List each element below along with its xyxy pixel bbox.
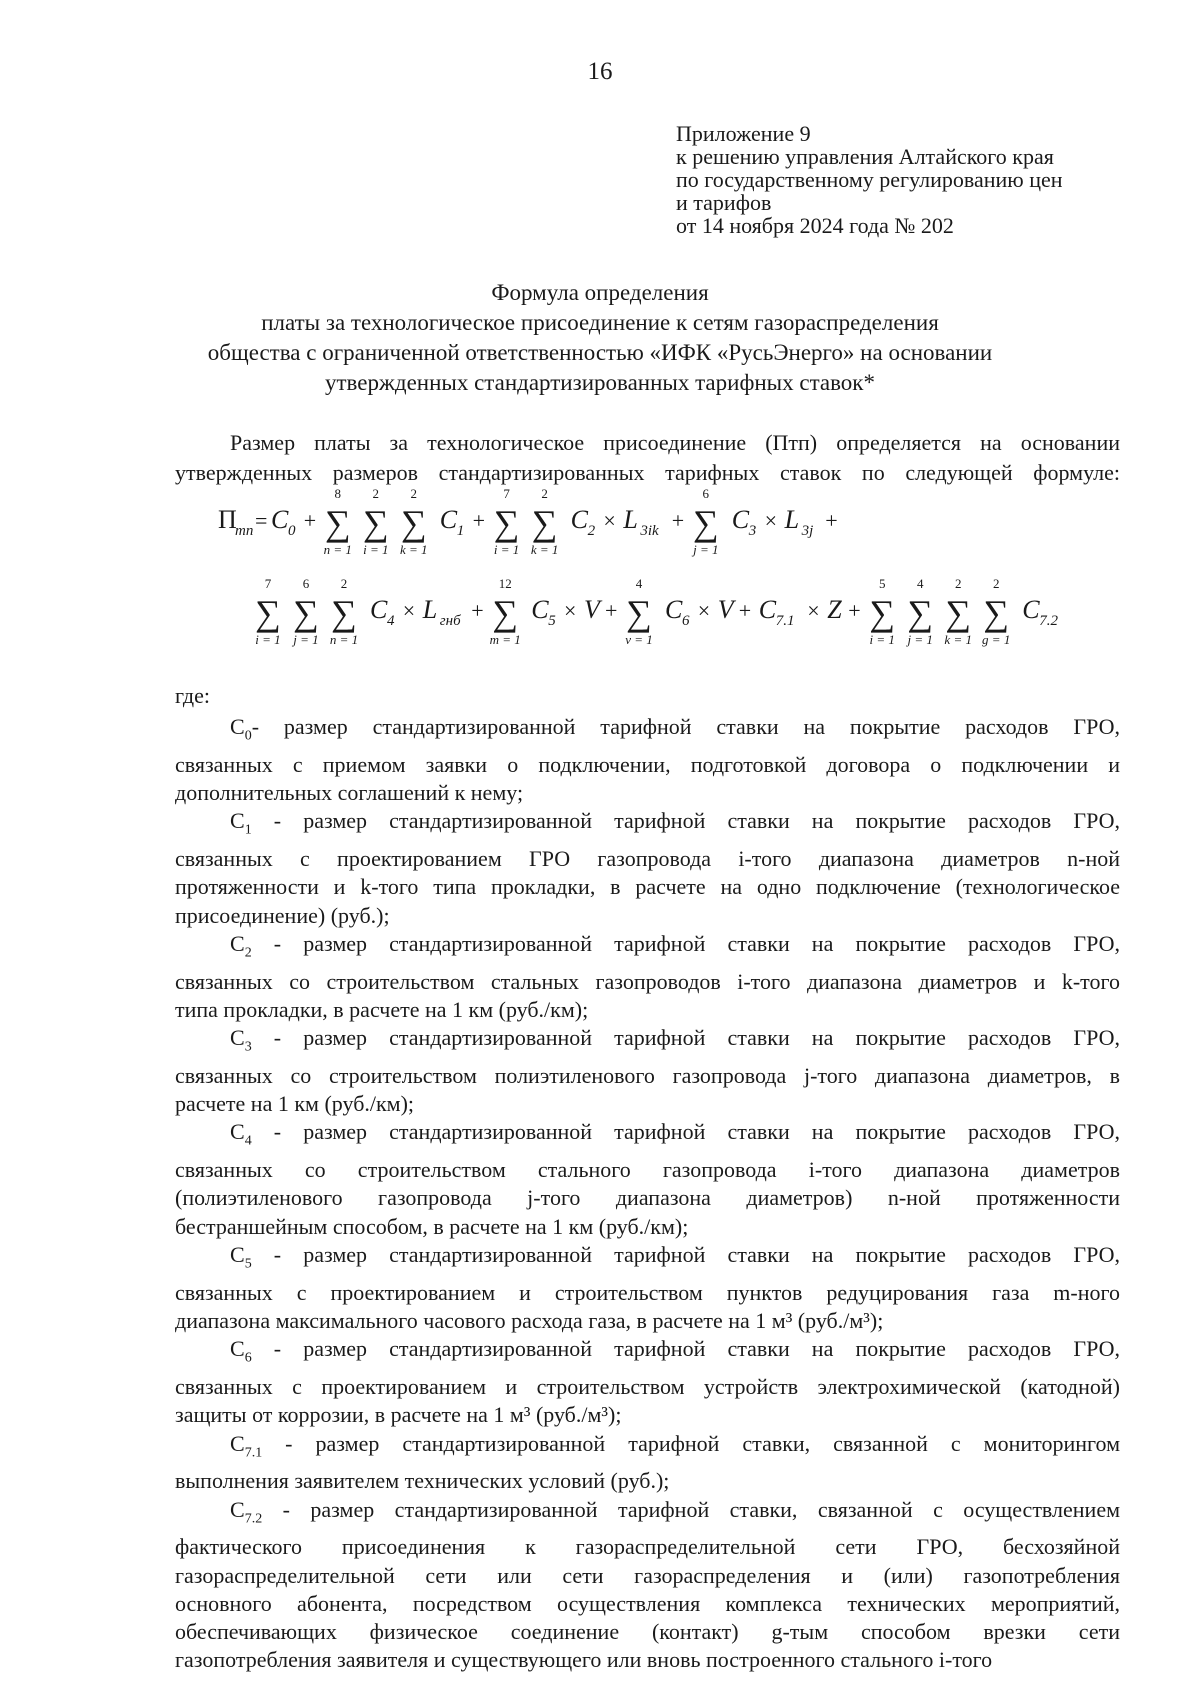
term-lgnb: L <box>422 595 438 624</box>
formula-lhs-sub: тп <box>235 523 254 539</box>
sum-group-7-sigma: ∑ <box>907 593 934 633</box>
sum-group-2-sigma: ∑ <box>493 503 520 543</box>
definition-line <box>175 1335 1120 1373</box>
appendix-line: Приложение 9 <box>676 121 811 146</box>
definition-text: (полиэтиленового газопровода j-того диапазона диаметров) n-ной протяженности <box>175 1185 1120 1211</box>
term-c3-sub: 3 <box>748 523 757 539</box>
term-c4-sub: 4 <box>387 613 395 629</box>
definition-text: связанных с проектированием и строительством устройств электрохимической (катодной) <box>175 1373 1120 1399</box>
definition-text: защиты от коррозии, в расчете на 1 м³ (руб./м³); <box>175 1402 622 1428</box>
definition-text: связанных с проектированием и строительством пунктов редуцирования газа m-ного <box>175 1279 1120 1305</box>
term-c72: C <box>1022 595 1040 624</box>
title-line: утвержденных стандартизированных тарифных ставок* <box>324 370 875 395</box>
definition-text: связанных со строительством стального газопровода i-того диапазона диаметров <box>175 1157 1120 1183</box>
definition-line <box>175 1618 1120 1646</box>
definition-item <box>175 1118 1120 1241</box>
term-c6-sub: 6 <box>682 613 690 629</box>
sum-group-7-lower: j = 1 <box>907 632 933 647</box>
term-c2: C <box>570 505 588 534</box>
sum-group-7-upper: 5 <box>878 576 886 591</box>
times-sign: × <box>764 508 778 533</box>
definition-symbol: $C_4$ - <box>230 1119 304 1149</box>
term-c5-sub: 5 <box>548 613 556 629</box>
sum-group-3-sigma: ∑ <box>692 503 719 543</box>
definition-text: размер стандартизированной тарифной ставки, связанной с мониторингом <box>315 1430 1120 1456</box>
definition-item <box>175 1024 1120 1118</box>
sum-group-6-lower: v = 1 <box>625 632 653 647</box>
plus-sign: + <box>303 508 317 533</box>
sum-group-1-upper: 8 <box>334 486 342 501</box>
sum-group-7-sigma: ∑ <box>869 593 896 633</box>
definition-text: размер стандартизированной тарифной ставки на покрытие расходов ГРО, <box>303 1025 1120 1051</box>
sum-group-7-sigma: ∑ <box>945 593 972 633</box>
equals-sign: = <box>255 508 268 533</box>
sum-group-7-sigma: ∑ <box>983 593 1010 633</box>
sum-group-2-sigma: ∑ <box>531 503 558 543</box>
plus-sign: + <box>605 598 618 623</box>
sum-group-5-lower: m = 1 <box>489 632 521 647</box>
term-v: V <box>717 595 734 624</box>
plus-sign: + <box>848 598 861 623</box>
intro-line-2: утвержденных размеров стандартизированных тарифных ставок по следующей формуле: <box>175 460 1120 485</box>
sum-group-6-sigma: ∑ <box>626 593 652 633</box>
times-sign: × <box>402 598 416 623</box>
definition-item <box>175 1241 1120 1335</box>
definition-text: диапазона максимального часового расхода газа, в расчете на 1 м³ (руб./м³); <box>175 1307 884 1333</box>
definition-line <box>175 779 1120 807</box>
definition-text: размер стандартизированной тарифной ставки на покрытие расходов ГРО, <box>303 930 1120 956</box>
definition-symbol: $C_{7.1}$ - <box>230 1430 316 1460</box>
definition-symbol: $C_{7.2}$ - <box>230 1496 311 1526</box>
definition-line <box>175 1024 1120 1062</box>
appendix-line: по государственному регулированию цен <box>676 167 1063 192</box>
sum-group-1-upper: 2 <box>372 486 380 501</box>
sum-group-5-sigma: ∑ <box>492 593 519 633</box>
term-c5: C <box>531 595 549 624</box>
definition-symbol: $C_0-$ <box>230 714 284 744</box>
definition-line <box>175 1279 1120 1307</box>
title-line: Формула определения <box>491 280 709 305</box>
sum-group-1-sigma: ∑ <box>362 503 389 543</box>
term-c3: C <box>731 505 750 534</box>
definition-line <box>175 1241 1120 1279</box>
definition-item <box>175 1335 1120 1429</box>
sum-group-1-lower: n = 1 <box>323 542 352 557</box>
definition-line <box>175 1533 1120 1561</box>
sum-group-4-sigma: ∑ <box>331 593 357 633</box>
definition-line <box>175 1590 1120 1618</box>
definition-text: обеспечивающих физическое соединение (контакт) g-тым способом врезки сети <box>175 1619 1120 1645</box>
definition-item <box>175 930 1120 1024</box>
page-number: 16 <box>587 58 613 85</box>
title-line: платы за технологическое присоединение к сетям газораспределения <box>261 310 939 335</box>
definition-line <box>175 1373 1120 1401</box>
definition-text: размер стандартизированной тарифной ставки на покрытие расходов ГРО, <box>303 1242 1120 1267</box>
definition-text: размер стандартизированной тарифной ставки на покрытие расходов ГРО, <box>303 808 1120 834</box>
term-l3j-sub: 3j <box>801 523 814 539</box>
definition-text: газопотребления заявителя и существующего или вновь построенного стального i-того <box>175 1647 993 1673</box>
plus-sign: + <box>671 508 685 533</box>
tariff-formula <box>218 486 1110 668</box>
times-sign: × <box>603 508 616 533</box>
sum-group-2-upper: 7 <box>503 486 510 501</box>
definition-line <box>175 996 1120 1024</box>
definition-item <box>175 713 1120 807</box>
definition-text: связанных со строительством полиэтиленового газопровода j-того диапазона диаметров, в <box>175 1062 1120 1088</box>
definition-line <box>175 1646 1120 1674</box>
term-c1: C <box>439 505 458 534</box>
sum-group-4-lower: n = 1 <box>329 632 359 647</box>
definition-item <box>175 1430 1120 1496</box>
definition-text: расчете на 1 км (руб./км); <box>175 1091 415 1117</box>
sum-group-1-sigma: ∑ <box>400 503 427 543</box>
sum-group-4-upper: 6 <box>302 576 310 591</box>
definition-line <box>175 1184 1120 1212</box>
sum-group-1-lower: i = 1 <box>363 542 389 557</box>
definition-text: размер стандартизированной тарифной ставки, связанной с осуществлением <box>310 1496 1121 1522</box>
definition-line <box>175 1062 1120 1090</box>
definition-line <box>175 807 1120 845</box>
definition-symbol: $C_6$ - <box>230 1336 304 1366</box>
term-lgnb-sub: гнб <box>439 613 461 629</box>
definition-line <box>175 1562 1120 1590</box>
definition-line <box>175 1090 1120 1118</box>
definition-line <box>175 902 1120 930</box>
term-z: Z <box>827 595 842 624</box>
document-title <box>150 278 1050 398</box>
definition-line <box>175 845 1120 873</box>
definition-symbol: $C_5$ - <box>230 1242 304 1272</box>
plus-sign: + <box>738 598 752 623</box>
definition-line <box>175 1467 1120 1495</box>
sum-group-4-lower: j = 1 <box>293 632 319 647</box>
definition-text: присоединение) (руб.); <box>175 902 390 928</box>
definitions-list <box>175 713 1120 1675</box>
sum-group-2-lower: k = 1 <box>530 542 559 557</box>
definition-item <box>175 1496 1120 1675</box>
term-v: V <box>584 595 600 624</box>
times-sign: × <box>564 598 577 623</box>
definition-line <box>175 751 1120 779</box>
definition-line <box>175 968 1120 996</box>
definition-text: бестраншейным способом, в расчете на 1 км (руб./км); <box>175 1213 689 1239</box>
where-label: где: <box>175 683 210 708</box>
definition-text: размер стандартизированной тарифной ставки на покрытие расходов ГРО, <box>303 1119 1120 1145</box>
sum-group-2-lower: i = 1 <box>493 542 520 557</box>
plus-sign: + <box>471 598 484 623</box>
definition-text: дополнительных соглашений к нему; <box>175 779 524 805</box>
definition-line <box>175 1307 1120 1335</box>
definition-symbol: $C_2$ - <box>230 930 304 961</box>
definition-line <box>175 1496 1120 1534</box>
term-c71-sub: 7.1 <box>775 613 795 629</box>
definition-line <box>175 1156 1120 1184</box>
definition-item <box>175 807 1120 930</box>
times-sign: × <box>807 598 820 623</box>
term-c4: C <box>370 595 388 624</box>
definition-line <box>175 1118 1120 1156</box>
definition-symbol: $C_3$ - <box>230 1025 304 1055</box>
sum-group-5-upper: 12 <box>498 576 512 591</box>
sum-group-2-upper: 2 <box>541 486 548 501</box>
definition-line <box>175 1213 1120 1241</box>
definition-text: фактического присоединения к газораспределительной сети ГРО, бесхозяйной <box>175 1534 1120 1560</box>
formula-lhs: П <box>218 505 237 534</box>
definition-text: типа прокладки, в расчете на 1 км (руб./км); <box>175 996 589 1022</box>
term-l3ik: L <box>623 505 638 534</box>
sum-group-1-upper: 2 <box>410 486 418 501</box>
definition-text: размер стандартизированной тарифной ставки на покрытие расходов ГРО, <box>283 714 1120 739</box>
term-c0: C <box>271 505 289 534</box>
definition-line <box>175 1430 1120 1468</box>
definition-text: связанных со строительством стальных газопроводов i-того диапазона диаметров и k-того <box>175 968 1120 994</box>
sum-group-4-upper: 7 <box>264 576 272 591</box>
appendix-line: к решению управления Алтайского края <box>676 144 1054 169</box>
sum-group-1-sigma: ∑ <box>324 503 351 543</box>
sum-group-1-lower: k = 1 <box>400 542 428 557</box>
times-sign: × <box>697 598 711 623</box>
intro-line-1: Размер платы за технологическое присоединение (Птп) определяется на основании <box>230 430 1120 455</box>
term-l3j: L <box>784 505 800 534</box>
sum-group-7-upper: 4 <box>916 576 924 591</box>
plus-sign: + <box>825 508 838 533</box>
term-c71: C <box>758 595 777 624</box>
appendix-line: и тарифов <box>676 190 772 215</box>
term-l3ik-sub: 3ik <box>640 523 659 539</box>
sum-group-7-lower: g = 1 <box>982 632 1011 647</box>
term-c72-sub: 7.2 <box>1039 613 1058 629</box>
sum-group-7-upper: 2 <box>992 576 1000 591</box>
definition-line <box>175 713 1120 751</box>
definition-text: протяженности и k-того типа прокладки, в расчете на одно подключение (технологическое <box>175 874 1120 900</box>
definition-text: связанных с приемом заявки о подключении, подготовкой договора о подключении и <box>175 751 1120 777</box>
term-c2-sub: 2 <box>587 523 596 539</box>
sum-group-4-sigma: ∑ <box>293 593 319 633</box>
definition-text: газораспределительной сети или сети газораспределения и (или) газопотребления <box>175 1562 1120 1588</box>
appendix-line: от 14 ноября 2024 года № 202 <box>676 213 954 238</box>
sum-group-6-upper: 4 <box>635 576 643 591</box>
definition-text: основного абонента, посредством осуществления комплекса технических мероприятий, <box>175 1590 1120 1616</box>
sum-group-7-lower: i = 1 <box>869 632 895 647</box>
title-line: общества с ограниченной ответственностью «ИФК «РусьЭнерго» на основании <box>207 340 993 365</box>
definition-text: размер стандартизированной тарифной ставки на покрытие расходов ГРО, <box>303 1336 1120 1362</box>
sum-group-3-upper: 6 <box>702 486 710 501</box>
intro-paragraph <box>175 428 1120 488</box>
sum-group-4-sigma: ∑ <box>255 593 281 633</box>
definition-text: связанных с проектированием ГРО газопровода i-того диапазона диаметров n-ной <box>175 845 1120 871</box>
definition-symbol: $C_1$ - <box>230 808 304 838</box>
term-c1-sub: 1 <box>456 523 465 539</box>
plus-sign: + <box>472 508 486 533</box>
sum-group-4-lower: i = 1 <box>255 632 281 647</box>
definition-text: выполнения заявителем технических условий (руб.); <box>175 1468 670 1494</box>
sum-group-3-lower: j = 1 <box>693 542 719 557</box>
definition-line <box>175 873 1120 901</box>
term-c6: C <box>665 595 683 624</box>
sum-group-7-upper: 2 <box>954 576 962 591</box>
formula-graphic <box>218 486 1110 668</box>
term-c0-sub: 0 <box>288 523 296 539</box>
appendix-block <box>676 122 1063 237</box>
sum-group-7-lower: k = 1 <box>944 632 972 647</box>
sum-group-4-upper: 2 <box>340 576 348 591</box>
definition-line <box>175 930 1120 968</box>
definition-line <box>175 1401 1120 1429</box>
